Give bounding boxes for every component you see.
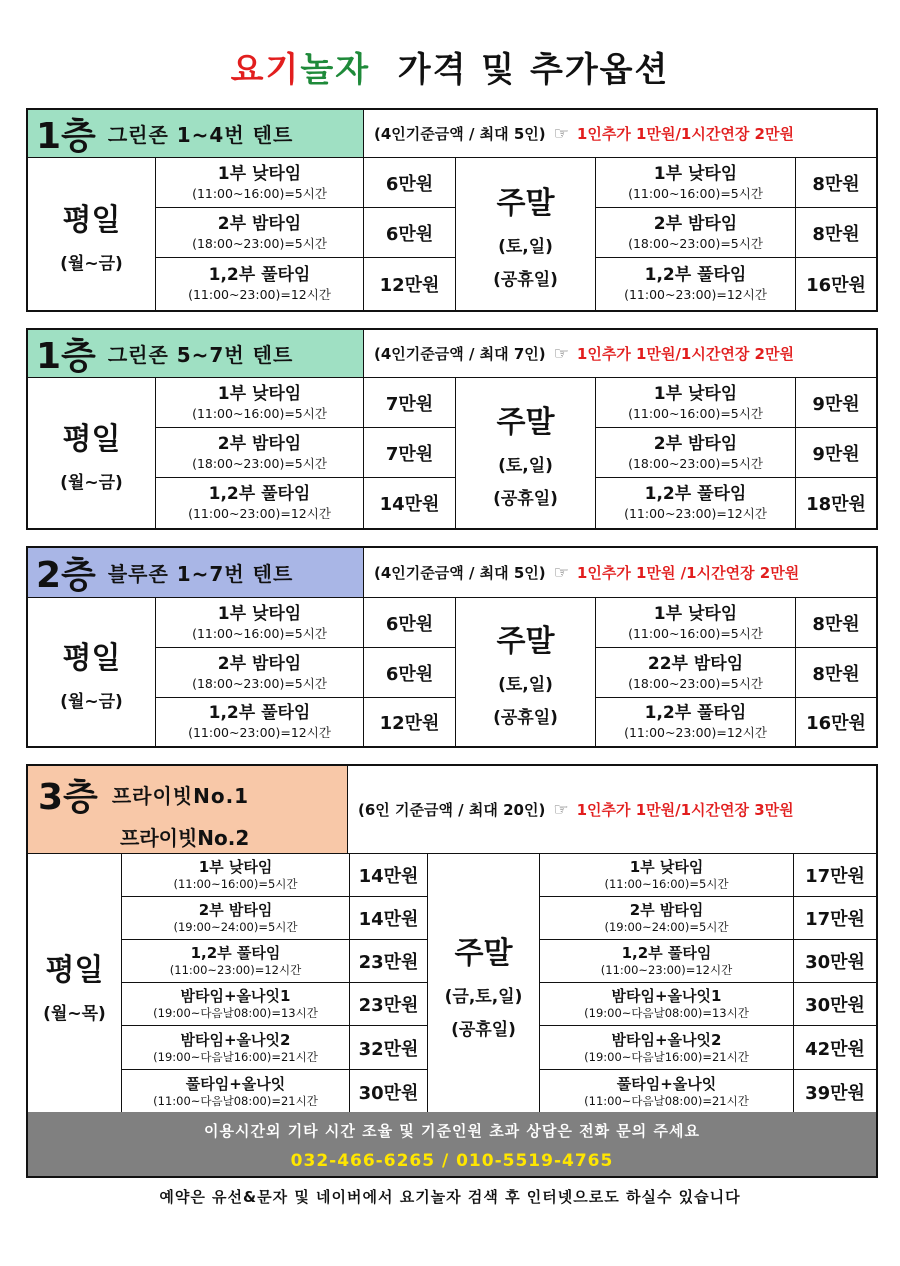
capacity-text: (4인기준금액 / 최대 5인) (374, 125, 546, 143)
session-price: 9만원 (812, 393, 860, 415)
session-name: 1,2부 풀타임 (208, 484, 311, 504)
floor-zone-label (28, 330, 364, 377)
session-price: 30만원 (350, 1070, 428, 1114)
session-time: (11:00~23:00)=12시간 (188, 287, 331, 302)
session-name-cell (540, 1070, 794, 1114)
session-name: 1,2부 풀타임 (208, 703, 311, 723)
session-name: 2부 밤타임 (653, 213, 738, 234)
session-name: 2부 밤타임 (653, 433, 738, 454)
table-row (540, 1070, 876, 1114)
weekday-label (28, 854, 122, 1114)
session-price: 30만원 (805, 995, 865, 1016)
session-time: (11:00~16:00)=5시간 (192, 405, 327, 421)
session-time: (18:00~23:00)=5시간 (628, 235, 763, 251)
session-name: 22부 밤타임 (647, 653, 744, 674)
session-name-cell (156, 428, 364, 477)
session-price: 14만원 (364, 478, 456, 528)
weekend-days: (토,일) (498, 237, 553, 257)
session-time: (19:00~24:00)=5시간 (604, 920, 729, 934)
session-name: 1부 낮타임 (217, 603, 302, 624)
capacity-info (364, 110, 876, 157)
session-name-cell (596, 478, 796, 528)
table-row (540, 983, 876, 1026)
session-time: (11:00~16:00)=5시간 (173, 877, 298, 891)
section-header (28, 330, 876, 378)
session-name-cell (596, 648, 796, 697)
table-row (596, 158, 876, 208)
zone-label: 블루존 1~7번 텐트 (107, 562, 294, 586)
section-1f-green-1-4 (26, 108, 878, 312)
table-row (156, 428, 456, 478)
session-time: (18:00~23:00)=5시간 (192, 675, 327, 691)
session-name-cell (122, 854, 350, 896)
table-row (122, 1070, 428, 1114)
session-time: (19:00~다음날08:00)=13시간 (153, 1006, 318, 1020)
session-name: 1부 낮타임 (217, 163, 302, 184)
session-name: 2부 밤타임 (198, 901, 273, 919)
weekday-rows (122, 854, 428, 1114)
session-name-cell (156, 598, 364, 647)
table-row (156, 698, 456, 746)
table-row (596, 258, 876, 310)
session-name-cell (596, 158, 796, 207)
zone-label: 프라이빗No.1 (111, 783, 250, 808)
zone-label: 그린존 1~4번 텐트 (107, 123, 294, 147)
session-price: 8만원 (812, 613, 860, 635)
session-name-cell (156, 158, 364, 207)
contact-notice: 이용시간외 기타 시간 조율 및 기준인원 초과 상담은 전화 문의 주세요 (204, 1122, 700, 1140)
session-name-cell (122, 940, 350, 982)
session-name: 2부 밤타임 (217, 433, 302, 454)
session-time: (19:00~24:00)=5시간 (173, 920, 298, 934)
weekday-title: 평일 (62, 421, 121, 457)
table-row (156, 208, 456, 258)
session-time: (19:00~다음날16:00)=21시간 (584, 1049, 749, 1064)
session-name-cell (156, 648, 364, 697)
session-price: 32만원 (350, 1026, 428, 1069)
table-row (122, 983, 428, 1026)
holiday-label: (공휴일) (493, 270, 558, 290)
capacity-info (364, 330, 876, 377)
weekday-days: (월~금) (60, 253, 123, 274)
session-name: 1,2부 풀타임 (644, 484, 747, 504)
page-title (0, 42, 900, 91)
floor-zone-label (28, 548, 364, 597)
session-name-cell (122, 897, 350, 939)
session-price: 6만원 (364, 208, 456, 257)
weekday-days: (월~금) (60, 472, 123, 493)
table-row (596, 208, 876, 258)
weekday-rows (156, 378, 456, 528)
session-price: 17만원 (805, 866, 865, 887)
section-2f-blue-1-7 (26, 546, 878, 748)
session-price: 7만원 (364, 428, 456, 477)
session-name-cell (540, 940, 794, 982)
title-rest: 가격 및 추가옵션 (397, 50, 670, 90)
floor-label: 3층 (38, 776, 98, 818)
session-name-cell (122, 983, 350, 1025)
floor-label: 2층 (36, 555, 96, 596)
session-time: (18:00~23:00)=5시간 (192, 235, 327, 251)
session-name: 1,2부 풀타임 (190, 944, 281, 962)
session-time: (19:00~다음날08:00)=13시간 (584, 1006, 749, 1020)
session-name-cell (122, 1026, 350, 1069)
session-name: 밤타임+올나잇2 (180, 1030, 291, 1049)
weekend-rows (596, 598, 876, 746)
session-name-cell (122, 1070, 350, 1114)
session-name: 2부 밤타임 (217, 653, 302, 674)
extra-charge-text: 1인추가 1만원/1시간연장 2만원 (576, 345, 794, 363)
session-price: 8만원 (812, 223, 860, 245)
table-row (596, 378, 876, 428)
session-time: (11:00~16:00)=5시간 (192, 625, 327, 641)
session-name: 풀타임+올나잇 (185, 1075, 286, 1093)
floor-zone-label (28, 110, 364, 157)
weekend-days: (금,토,일) (444, 987, 523, 1007)
table-row (122, 854, 428, 897)
session-time: (11:00~23:00)=12시간 (624, 506, 767, 521)
weekday-label (28, 598, 156, 746)
table-row (156, 258, 456, 310)
pointing-hand-icon: ☞ (553, 562, 569, 583)
session-name: 1부 낮타임 (653, 603, 738, 624)
session-name-cell (596, 208, 796, 257)
holiday-label: (공휴일) (451, 1020, 516, 1040)
capacity-text: (6인 기준금액 / 최대 20인) (358, 801, 546, 819)
weekday-title: 평일 (62, 202, 121, 238)
session-name-cell (156, 208, 364, 257)
table-row (596, 698, 876, 746)
session-time: (11:00~16:00)=5시간 (604, 877, 729, 891)
session-price: 7만원 (364, 378, 456, 427)
session-name-cell (596, 598, 796, 647)
session-price: 30만원 (805, 952, 865, 973)
session-price: 9만원 (812, 443, 860, 465)
session-time: (11:00~23:00)=12시간 (188, 506, 331, 521)
session-name-cell (596, 428, 796, 477)
session-name: 1부 낮타임 (629, 858, 704, 876)
session-price: 8만원 (812, 663, 860, 685)
session-time: (11:00~16:00)=5시간 (628, 625, 763, 641)
capacity-info (364, 548, 876, 597)
table-row (540, 1026, 876, 1070)
reservation-note: 예약은 유선&문자 및 네이버에서 요기놀자 검색 후 인터넷으로도 하실수 있습니다 (159, 1188, 741, 1206)
session-time: (18:00~23:00)=5시간 (192, 455, 327, 471)
session-time: (11:00~16:00)=5시간 (628, 405, 763, 421)
table-row (122, 940, 428, 983)
session-name-cell (596, 378, 796, 427)
table-row (122, 1026, 428, 1070)
session-name: 1부 낮타임 (217, 383, 302, 404)
session-price: 12만원 (364, 698, 456, 746)
session-name: 2부 밤타임 (629, 901, 704, 919)
table-row (540, 940, 876, 983)
extra-charge-text: 1인추가 1만원/1시간연장 2만원 (576, 125, 794, 143)
session-price: 6만원 (364, 648, 456, 697)
contact-footer (26, 1112, 878, 1178)
session-price: 8만원 (812, 173, 860, 195)
section-1f-green-5-7 (26, 328, 878, 530)
session-name-cell (596, 258, 796, 310)
capacity-info (348, 766, 876, 853)
table-row (156, 598, 456, 648)
session-price: 16만원 (806, 275, 866, 296)
session-name-cell (540, 897, 794, 939)
holiday-label: (공휴일) (493, 708, 558, 728)
session-name: 1부 낮타임 (653, 163, 738, 184)
session-name: 1,2부 풀타임 (621, 944, 712, 962)
weekend-title: 주말 (496, 624, 555, 659)
weekend-rows (596, 158, 876, 310)
session-price: 17만원 (805, 909, 865, 930)
table-row (596, 648, 876, 698)
session-name-cell (156, 258, 364, 310)
session-name-cell (156, 698, 364, 746)
weekend-title: 주말 (496, 405, 555, 440)
section-3f-private (26, 764, 878, 1114)
session-time: (11:00~23:00)=12시간 (624, 725, 767, 740)
floor-zone-label (28, 766, 348, 853)
weekend-title: 주말 (454, 936, 513, 971)
session-name: 1부 낮타임 (653, 383, 738, 404)
session-name: 1,2부 풀타임 (644, 703, 747, 723)
title-part-4: 자 (335, 50, 371, 90)
session-price: 14만원 (350, 897, 428, 939)
weekday-rows (156, 598, 456, 746)
session-price: 42만원 (805, 1038, 865, 1060)
session-name: 1,2부 풀타임 (208, 265, 311, 285)
session-price: 23만원 (350, 940, 428, 982)
session-name-cell (156, 478, 364, 528)
pointing-hand-icon: ☞ (553, 123, 569, 144)
title-part-1: 요 (230, 50, 266, 90)
capacity-text: (4인기준금액 / 최대 7인) (374, 345, 546, 363)
weekend-label (456, 378, 596, 528)
session-price: 16만원 (806, 713, 866, 734)
table-row (156, 158, 456, 208)
session-time: (11:00~23:00)=12시간 (624, 287, 767, 302)
table-row (540, 897, 876, 940)
extra-charge-text: 1인추가 1만원 /1시간연장 2만원 (576, 564, 800, 582)
weekend-days: (토,일) (498, 456, 553, 476)
session-name-cell (540, 854, 794, 896)
weekend-rows (540, 854, 876, 1114)
session-time: (11:00~다음날08:00)=21시간 (584, 1094, 749, 1108)
weekday-label (28, 378, 156, 528)
session-name: 밤타임+올나잇2 (611, 1030, 722, 1049)
table-row (156, 648, 456, 698)
session-name: 1부 낮타임 (198, 858, 273, 876)
table-row (156, 478, 456, 528)
zone-label: 그린존 5~7번 텐트 (107, 343, 294, 367)
session-name-cell (540, 1026, 794, 1069)
weekday-days: (월~목) (43, 1003, 106, 1024)
section-header (28, 766, 876, 854)
zone-label-2: 프라이빗No.2 (120, 825, 250, 850)
section-header (28, 548, 876, 598)
title-part-3: 놀 (300, 50, 336, 90)
extra-charge-text: 1인추가 1만원/1시간연장 3만원 (576, 801, 794, 819)
session-price: 23만원 (350, 983, 428, 1025)
capacity-text: (4인기준금액 / 최대 5인) (374, 564, 546, 582)
weekday-rows (156, 158, 456, 310)
session-time: (19:00~다음날16:00)=21시간 (153, 1049, 318, 1064)
weekend-label (456, 598, 596, 746)
session-name-cell (540, 983, 794, 1025)
session-time: (11:00~23:00)=12시간 (188, 725, 331, 740)
table-row (596, 478, 876, 528)
table-row (540, 854, 876, 897)
table-row (122, 897, 428, 940)
session-time: (11:00~16:00)=5시간 (192, 185, 327, 201)
session-price: 12만원 (364, 258, 456, 310)
holiday-label: (공휴일) (493, 489, 558, 509)
session-name: 밤타임+올나잇1 (180, 987, 291, 1005)
session-time: (11:00~다음날08:00)=21시간 (153, 1094, 318, 1108)
floor-label: 1층 (36, 116, 96, 157)
session-time: (18:00~23:00)=5시간 (628, 455, 763, 471)
weekend-label (428, 854, 540, 1114)
floor-label: 1층 (36, 336, 96, 377)
session-time: (11:00~16:00)=5시간 (628, 185, 763, 201)
session-name-cell (156, 378, 364, 427)
weekend-label (456, 158, 596, 310)
weekend-title: 주말 (496, 186, 555, 221)
session-price: 18만원 (806, 494, 866, 515)
weekday-label (28, 158, 156, 310)
session-price: 39만원 (805, 1083, 865, 1104)
weekday-days: (월~금) (60, 691, 123, 712)
table-row (596, 428, 876, 478)
session-price: 14만원 (350, 854, 428, 896)
pointing-hand-icon: ☞ (553, 799, 569, 820)
session-name: 풀타임+올나잇 (616, 1075, 717, 1093)
table-row (156, 378, 456, 428)
session-time: (11:00~23:00)=12시간 (169, 963, 302, 977)
weekday-title: 평일 (45, 952, 104, 988)
session-name: 2부 밤타임 (217, 213, 302, 234)
session-time: (18:00~23:00)=5시간 (628, 675, 763, 691)
session-name-cell (596, 698, 796, 746)
session-name: 1,2부 풀타임 (644, 265, 747, 285)
session-name: 밤타임+올나잇1 (611, 987, 722, 1005)
phone-numbers[interactable]: 032-466-6265 / 010-5519-4765 (290, 1151, 614, 1171)
session-time: (11:00~23:00)=12시간 (600, 963, 733, 977)
section-header (28, 110, 876, 158)
weekend-rows (596, 378, 876, 528)
session-price: 6만원 (364, 598, 456, 647)
session-price: 6만원 (364, 158, 456, 207)
weekend-days: (토,일) (498, 675, 553, 695)
table-row (596, 598, 876, 648)
weekday-title: 평일 (62, 640, 121, 676)
pointing-hand-icon: ☞ (553, 343, 569, 364)
title-part-2: 기 (265, 50, 301, 90)
